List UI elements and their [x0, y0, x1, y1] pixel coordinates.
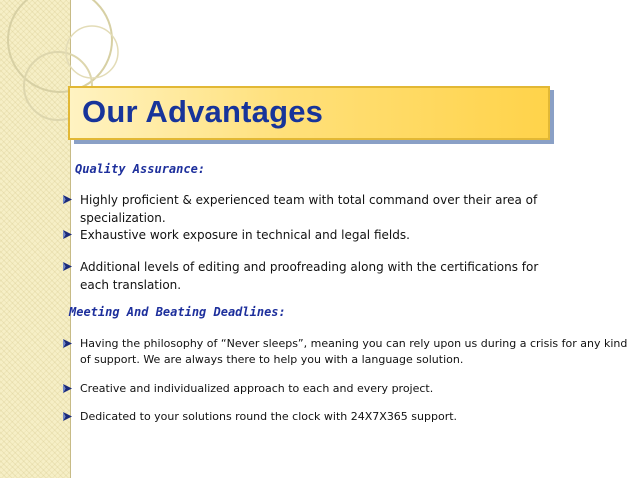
bullet-item: [62, 226, 622, 244]
bullet-item: [62, 336, 630, 368]
page-title: Our Advantages: [82, 94, 324, 129]
arrow-bullet-icon: [62, 383, 73, 394]
bullet-text: Creative and individualized approach to each and every project.: [80, 382, 434, 395]
title-banner-fill: [68, 86, 550, 140]
bullet-text: Dedicated to your solutions round the clock with 24X7X365 support.: [80, 410, 458, 423]
bullet-item: [62, 409, 622, 425]
arrow-bullet-icon: [62, 229, 73, 240]
bullet-item: [62, 381, 622, 397]
arrow-bullet-icon: [62, 194, 73, 205]
title-banner: [68, 86, 550, 140]
section-heading-quality-assurance: Quality Assurance:: [75, 162, 206, 176]
arrow-bullet-icon: [62, 338, 73, 349]
bullet-item: [62, 258, 562, 294]
bullet-text: Having the philosophy of “Never sleeps”, meaning you can rely upon us during a crisis for any kind of support. We are always there to help you with a language solution.: [80, 337, 628, 366]
side-decorative-strip: [0, 0, 71, 478]
bullet-item: [62, 191, 622, 227]
arrow-bullet-icon: [62, 261, 73, 272]
bullet-text: Exhaustive work exposure in technical and legal fields.: [80, 228, 410, 242]
bullet-text: Highly proficient & experienced team with total command over their area of specialization.: [80, 193, 538, 225]
section-heading-deadlines: Meeting And Beating Deadlines:: [69, 305, 286, 319]
arrow-bullet-icon: [62, 411, 73, 422]
bullet-text: Additional levels of editing and proofreading along with the certifications for each translation.: [80, 260, 539, 292]
